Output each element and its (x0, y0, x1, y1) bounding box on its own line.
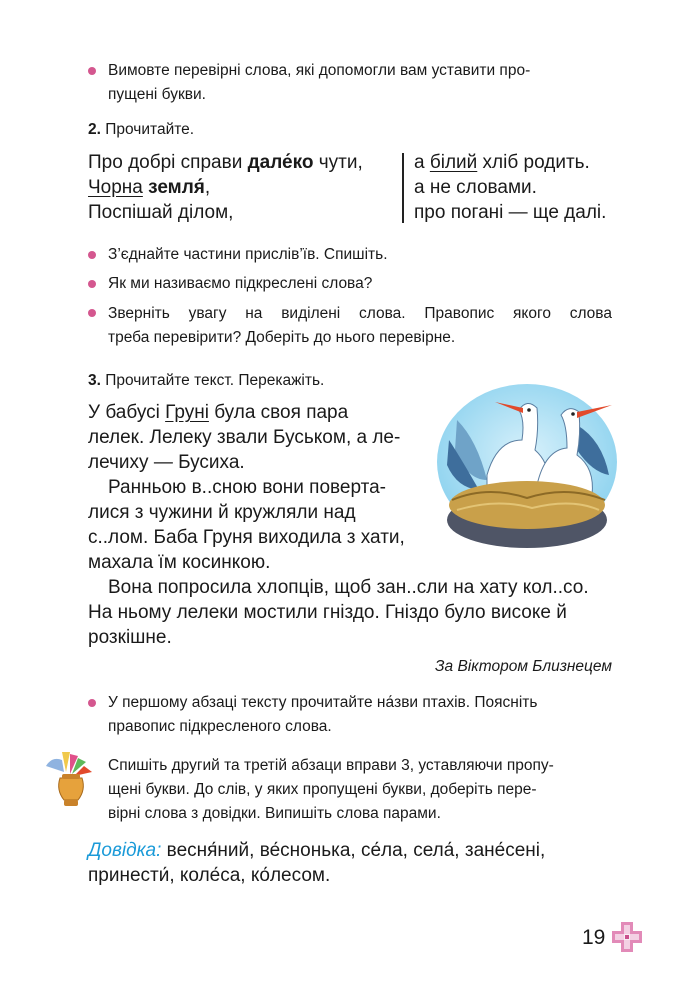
story-line: розкішне. (88, 627, 172, 648)
story-line: На ньому лелеки мостили гніздо. Гніздо було високе й (88, 602, 567, 623)
text: Про добрі справи (88, 152, 248, 173)
bullet-marker (88, 309, 96, 317)
underlined-word: Чорна (88, 177, 143, 198)
reference-label: Довідка: (88, 840, 162, 861)
stork-eye (571, 412, 575, 416)
text: чути, (313, 152, 363, 173)
text: У бабусі (88, 402, 166, 423)
vase-neck (62, 774, 80, 779)
story-line: Вона попросила хлопців, щоб зан..сли на хату кол..со. (108, 577, 589, 598)
story-author: За Віктором Близнецем (435, 658, 612, 675)
proverbs-left (88, 150, 363, 225)
text-line: У першому абзаці тексту прочитайте на́зви птахів. Поясніть (108, 694, 538, 711)
story-line (88, 400, 410, 425)
exercise-number: 3. (88, 372, 101, 389)
exercise-2-bullet-3 (108, 302, 612, 350)
text: весня́ний, ве́снонька, се́ла, села́, зане́сені, (161, 840, 546, 861)
column-divider (402, 153, 404, 223)
exercise-3-bullet (108, 691, 537, 739)
story-line: лечиху — Бусиха. (88, 452, 245, 473)
ornament-part (625, 935, 629, 939)
reference-line (88, 838, 545, 863)
storks-nest-illustration (427, 380, 617, 555)
highlighted-word: дале́ко (247, 152, 314, 173)
writing-task (108, 754, 554, 826)
exercise-3-heading (88, 369, 324, 393)
text-line: треба перевірити? Доберіть до нього перевірне. (108, 329, 456, 346)
stork-eye (527, 408, 531, 412)
exercise-2-heading (88, 118, 194, 142)
bullet-marker (88, 280, 96, 288)
reference-block (88, 838, 545, 888)
proverb-line: Поспішай ділом, (88, 202, 234, 223)
story-paragraphs-1-2 (88, 400, 410, 575)
flower-vase-icon (40, 748, 102, 812)
text-line: Вимовте перевірні слова, які допомогли вам уставити про- (108, 62, 531, 79)
proverb-line: про погані — ще далі. (414, 202, 607, 223)
text-line: правопис підкресленого слова. (108, 718, 332, 735)
story-paragraph-3 (88, 575, 612, 650)
text-line: Спишіть другий та третій абзаци вправи 3, уставляючи пропу- (108, 757, 554, 774)
vase-body (59, 778, 84, 800)
text: була своя пара (208, 402, 349, 423)
text: , (204, 177, 211, 198)
exercise-instruction: Прочитайте. (105, 121, 195, 138)
reference-line: принести́, коле́са, ко́лесом. (88, 865, 331, 886)
intro-bullet-text (108, 59, 530, 107)
bullet-marker (88, 67, 96, 75)
story-line: Ранньою в..сною вони поверта- (108, 477, 386, 498)
story-line: лелек. Лелеку звали Буськом, а ле- (88, 427, 401, 448)
text: а (414, 152, 430, 173)
exercise-2-bullet-1: З’єднайте частини прислів’їв. Спишіть. (108, 246, 388, 263)
bullet-marker (88, 251, 96, 259)
text: хліб родить. (477, 152, 590, 173)
story-line: махала їм косинкою. (88, 552, 271, 573)
ornament-icon (612, 922, 642, 952)
text-line: Зверніть увагу на виділені слова. Правопис якого слова (108, 305, 612, 322)
story-line: лися з чужини й кружляли над (88, 502, 356, 523)
proverb-line (88, 175, 363, 200)
text-line: вірні слова з довідки. Випишіть слова парами. (108, 805, 441, 822)
text-line: пущені букви. (108, 86, 206, 103)
exercise-number: 2. (88, 121, 101, 138)
underlined-word: білий (429, 152, 478, 173)
highlighted-word: земля́ (148, 177, 205, 198)
leaf (46, 759, 64, 772)
proverbs-right (414, 150, 606, 225)
underlined-word: Груні (165, 402, 209, 423)
page-number: 19 (582, 926, 606, 949)
vase-base (64, 800, 78, 806)
exercise-instruction: Прочитайте текст. Перекажіть. (105, 372, 325, 389)
text-line: щені букви. До слів, у яких пропущені букви, доберіть пере- (108, 781, 537, 798)
proverb-line (88, 150, 363, 175)
proverb-line: а не словами. (414, 177, 537, 198)
bullet-marker (88, 699, 96, 707)
story-line: с..лом. Баба Груня виходила з хати, (88, 527, 405, 548)
proverb-line (414, 150, 606, 175)
exercise-2-bullet-2: Як ми називаємо підкреслені слова? (108, 275, 373, 292)
